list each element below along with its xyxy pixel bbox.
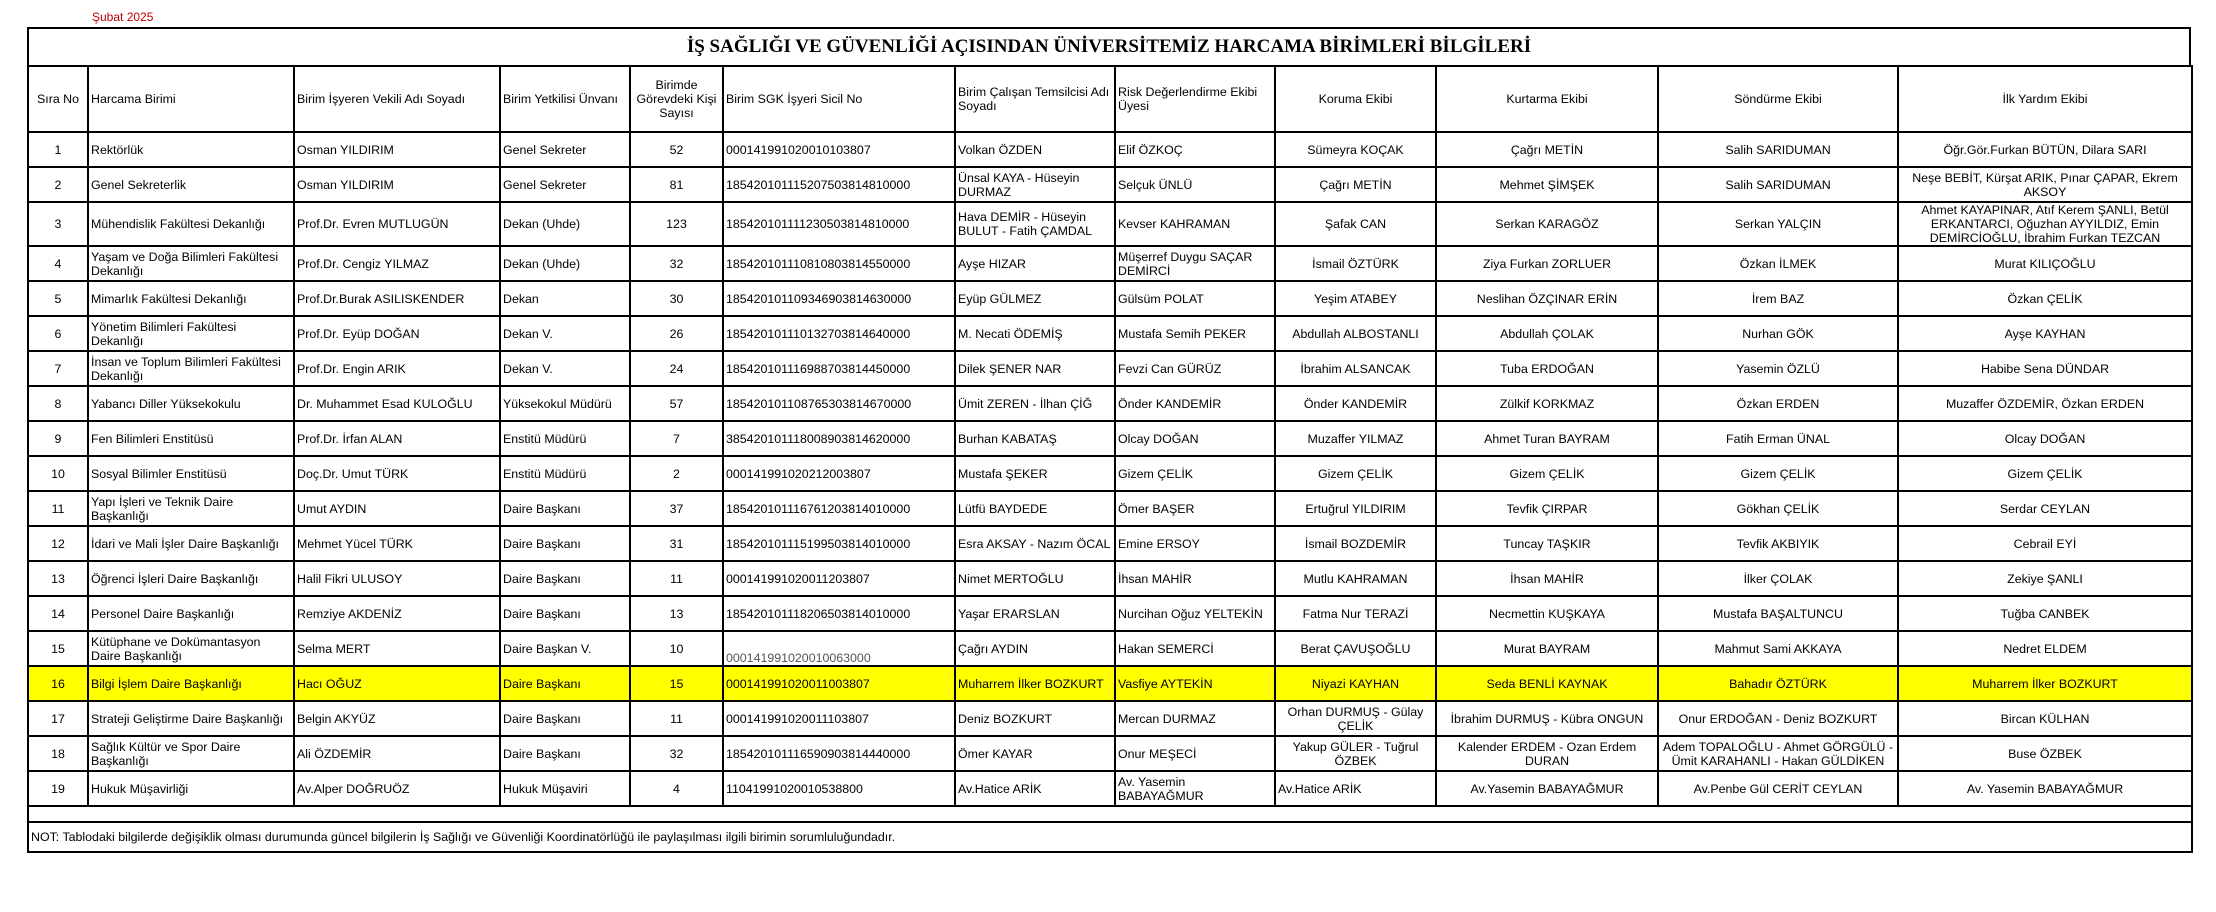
cell-sira: 12 bbox=[28, 526, 88, 561]
cell-sgk: 185420101110810803814550000 bbox=[723, 246, 955, 281]
cell-sondurme: Av.Penbe Gül CERİT CEYLAN bbox=[1658, 771, 1898, 806]
cell-sgk: 000141991020011203807 bbox=[723, 561, 955, 596]
cell-vekil: Osman YILDIRIM bbox=[294, 132, 500, 167]
cell-ilkyardim: Habibe Sena DÜNDAR bbox=[1898, 351, 2192, 386]
cell-sgk: 000141991020010103807 bbox=[723, 132, 955, 167]
cell-ilkyardim: Özkan ÇELİK bbox=[1898, 281, 2192, 316]
col-header-temsilci: Birim Çalışan Temsilcisi Adı Soyadı bbox=[955, 66, 1115, 132]
cell-sgk: 185420101108765303814670000 bbox=[723, 386, 955, 421]
cell-sondurme: Onur ERDOĞAN - Deniz BOZKURT bbox=[1658, 701, 1898, 736]
cell-sondurme: Salih SARIDUMAN bbox=[1658, 132, 1898, 167]
cell-vekil: Av.Alper DOĞRUÖZ bbox=[294, 771, 500, 806]
cell-kurtarma: Ahmet Turan BAYRAM bbox=[1436, 421, 1658, 456]
col-header-koruma: Koruma Ekibi bbox=[1275, 66, 1436, 132]
cell-sayi: 15 bbox=[630, 666, 723, 701]
table-row bbox=[28, 202, 2192, 246]
cell-unvan: Dekan V. bbox=[500, 316, 630, 351]
cell-temsilci: Ayşe HIZAR bbox=[955, 246, 1115, 281]
cell-sondurme: Salih SARIDUMAN bbox=[1658, 167, 1898, 202]
cell-kurtarma: Kalender ERDEM - Ozan Erdem DURAN bbox=[1436, 736, 1658, 771]
cell-temsilci: Hava DEMİR - Hüseyin BULUT - Fatih ÇAMDAL bbox=[955, 202, 1115, 246]
cell-sayi: 32 bbox=[630, 246, 723, 281]
cell-vekil: Halil Fikri ULUSOY bbox=[294, 561, 500, 596]
cell-risk: Hakan SEMERCİ bbox=[1115, 631, 1275, 666]
cell-vekil: Hacı OĞUZ bbox=[294, 666, 500, 701]
cell-vekil: Prof.Dr. Engin ARIK bbox=[294, 351, 500, 386]
cell-ilkyardim: Neşe BEBİT, Kürşat ARIK, Pınar ÇAPAR, Ekrem AKSOY bbox=[1898, 167, 2192, 202]
cell-sayi: 13 bbox=[630, 596, 723, 631]
table-row bbox=[28, 526, 2192, 561]
cell-sira: 5 bbox=[28, 281, 88, 316]
cell-birim: Yabancı Diller Yüksekokulu bbox=[88, 386, 294, 421]
cell-temsilci: Çağrı AYDIN bbox=[955, 631, 1115, 666]
cell-sgk: 185420101116590903814440000 bbox=[723, 736, 955, 771]
cell-sondurme: Gizem ÇELİK bbox=[1658, 456, 1898, 491]
cell-birim: Sosyal Bilimler Enstitüsü bbox=[88, 456, 294, 491]
cell-ilkyardim: Muzaffer ÖZDEMİR, Özkan ERDEN bbox=[1898, 386, 2192, 421]
cell-risk: Müşerref Duygu SAÇAR DEMİRCİ bbox=[1115, 246, 1275, 281]
cell-ilkyardim: Ayşe KAYHAN bbox=[1898, 316, 2192, 351]
cell-birim: Fen Bilimleri Enstitüsü bbox=[88, 421, 294, 456]
table-row bbox=[28, 631, 2192, 666]
table-row bbox=[28, 167, 2192, 202]
cell-sgk: 11041991020010538800 bbox=[723, 771, 955, 806]
header-row bbox=[28, 66, 2192, 132]
cell-sira: 8 bbox=[28, 386, 88, 421]
cell-ilkyardim: Buse ÖZBEK bbox=[1898, 736, 2192, 771]
cell-sondurme: Mahmut Sami AKKAYA bbox=[1658, 631, 1898, 666]
table-row bbox=[28, 701, 2192, 736]
cell-sondurme: İrem BAZ bbox=[1658, 281, 1898, 316]
cell-sira: 1 bbox=[28, 132, 88, 167]
cell-koruma: Yakup GÜLER - Tuğrul ÖZBEK bbox=[1275, 736, 1436, 771]
document-date: Şubat 2025 bbox=[92, 10, 154, 24]
cell-birim: Hukuk Müşavirliği bbox=[88, 771, 294, 806]
table-row bbox=[28, 132, 2192, 167]
cell-risk: Gizem ÇELİK bbox=[1115, 456, 1275, 491]
cell-ilkyardim: Murat KILIÇOĞLU bbox=[1898, 246, 2192, 281]
cell-vekil: Umut AYDIN bbox=[294, 491, 500, 526]
cell-koruma: Abdullah ALBOSTANLI bbox=[1275, 316, 1436, 351]
cell-sira: 6 bbox=[28, 316, 88, 351]
cell-vekil: Dr. Muhammet Esad KULOĞLU bbox=[294, 386, 500, 421]
cell-sayi: 7 bbox=[630, 421, 723, 456]
table-note: NOT: Tablodaki bilgilerde değişiklik olması durumunda güncel bilgilerin İş Sağlığı ve Güvenliği Koordinatörlüğü ile paylaşılması ilgili birimin sorumluluğundadır. bbox=[28, 822, 2192, 852]
cell-birim: Yönetim Bilimleri Fakültesi Dekanlığı bbox=[88, 316, 294, 351]
cell-unvan: Daire Başkanı bbox=[500, 666, 630, 701]
cell-ilkyardim: Muharrem İlker BOZKURT bbox=[1898, 666, 2192, 701]
cell-sayi: 24 bbox=[630, 351, 723, 386]
cell-temsilci: Eyüp GÜLMEZ bbox=[955, 281, 1115, 316]
spacer-cell bbox=[28, 806, 2192, 822]
cell-sondurme: Özkan ERDEN bbox=[1658, 386, 1898, 421]
cell-sayi: 32 bbox=[630, 736, 723, 771]
cell-vekil: Prof.Dr.Burak ASILISKENDER bbox=[294, 281, 500, 316]
cell-temsilci: Ünsal KAYA - Hüseyin DURMAZ bbox=[955, 167, 1115, 202]
cell-vekil: Prof.Dr. İrfan ALAN bbox=[294, 421, 500, 456]
cell-unvan: Yüksekokul Müdürü bbox=[500, 386, 630, 421]
cell-temsilci: Ömer KAYAR bbox=[955, 736, 1115, 771]
cell-kurtarma: Abdullah ÇOLAK bbox=[1436, 316, 1658, 351]
report-sheet bbox=[27, 27, 2191, 853]
cell-birim: Sağlık Kültür ve Spor Daire Başkanlığı bbox=[88, 736, 294, 771]
cell-sondurme: Nurhan GÖK bbox=[1658, 316, 1898, 351]
col-header-unvan: Birim Yetkilisi Ünvanı bbox=[500, 66, 630, 132]
cell-unvan: Dekan bbox=[500, 281, 630, 316]
cell-temsilci: Volkan ÖZDEN bbox=[955, 132, 1115, 167]
cell-sira: 15 bbox=[28, 631, 88, 666]
cell-koruma: Ertuğrul YILDIRIM bbox=[1275, 491, 1436, 526]
cell-unvan: Genel Sekreter bbox=[500, 132, 630, 167]
cell-unvan: Daire Başkanı bbox=[500, 491, 630, 526]
cell-unvan: Daire Başkanı bbox=[500, 561, 630, 596]
cell-kurtarma: Av.Yasemin BABAYAĞMUR bbox=[1436, 771, 1658, 806]
cell-ilkyardim: Cebrail EYİ bbox=[1898, 526, 2192, 561]
cell-sira: 18 bbox=[28, 736, 88, 771]
cell-vekil: Osman YILDIRIM bbox=[294, 167, 500, 202]
cell-temsilci: Burhan KABATAŞ bbox=[955, 421, 1115, 456]
col-header-sayi: Birimde Görevdeki Kişi Sayısı bbox=[630, 66, 723, 132]
cell-birim: Genel Sekreterlik bbox=[88, 167, 294, 202]
cell-koruma: Orhan DURMUŞ - Gülay ÇELİK bbox=[1275, 701, 1436, 736]
cell-sira: 3 bbox=[28, 202, 88, 246]
cell-unvan: Daire Başkanı bbox=[500, 701, 630, 736]
cell-temsilci: M. Necati ÖDEMİŞ bbox=[955, 316, 1115, 351]
cell-unvan: Enstitü Müdürü bbox=[500, 456, 630, 491]
cell-risk: Nurcihan Oğuz YELTEKİN bbox=[1115, 596, 1275, 631]
cell-sgk: 185420101109346903814630000 bbox=[723, 281, 955, 316]
cell-sondurme: Fatih Erman ÜNAL bbox=[1658, 421, 1898, 456]
report-title: İŞ SAĞLIĞI VE GÜVENLİĞİ AÇISINDAN ÜNİVERSİTEMİZ HARCAMA BİRİMLERİ BİLGİLERİ bbox=[27, 27, 2191, 65]
cell-risk: Vasfiye AYTEKİN bbox=[1115, 666, 1275, 701]
cell-birim: Mühendislik Fakültesi Dekanlığı bbox=[88, 202, 294, 246]
col-header-vekil: Birim İşyeren Vekili Adı Soyadı bbox=[294, 66, 500, 132]
cell-vekil: Doç.Dr. Umut TÜRK bbox=[294, 456, 500, 491]
cell-koruma: Fatma Nur TERAZİ bbox=[1275, 596, 1436, 631]
cell-temsilci: Dilek ŞENER NAR bbox=[955, 351, 1115, 386]
cell-koruma: Niyazi KAYHAN bbox=[1275, 666, 1436, 701]
table-row bbox=[28, 456, 2192, 491]
cell-birim: Kütüphane ve Dokümantasyon Daire Başkanlığı bbox=[88, 631, 294, 666]
cell-birim: Bilgi İşlem Daire Başkanlığı bbox=[88, 666, 294, 701]
cell-temsilci: Lütfü BAYDEDE bbox=[955, 491, 1115, 526]
cell-sgk: 185420101118206503814010000 bbox=[723, 596, 955, 631]
table-row bbox=[28, 561, 2192, 596]
col-header-sondurme: Söndürme Ekibi bbox=[1658, 66, 1898, 132]
cell-kurtarma: Necmettin KUŞKAYA bbox=[1436, 596, 1658, 631]
table-row bbox=[28, 281, 2192, 316]
cell-kurtarma: Ziya Furkan ZORLUER bbox=[1436, 246, 1658, 281]
col-header-kurtarma: Kurtarma Ekibi bbox=[1436, 66, 1658, 132]
cell-kurtarma: Serkan KARAGÖZ bbox=[1436, 202, 1658, 246]
cell-sgk: 185420101111230503814810000 bbox=[723, 202, 955, 246]
cell-risk: Ömer BAŞER bbox=[1115, 491, 1275, 526]
cell-unvan: Daire Başkan V. bbox=[500, 631, 630, 666]
cell-sgk: 000141991020212003807 bbox=[723, 456, 955, 491]
cell-ilkyardim: Bircan KÜLHAN bbox=[1898, 701, 2192, 736]
cell-unvan: Daire Başkanı bbox=[500, 736, 630, 771]
table-row bbox=[28, 491, 2192, 526]
cell-birim: Mimarlık Fakültesi Dekanlığı bbox=[88, 281, 294, 316]
cell-sgk: 185420101115207503814810000 bbox=[723, 167, 955, 202]
cell-koruma: Çağrı METİN bbox=[1275, 167, 1436, 202]
cell-temsilci: Muharrem İlker BOZKURT bbox=[955, 666, 1115, 701]
cell-koruma: Berat ÇAVUŞOĞLU bbox=[1275, 631, 1436, 666]
table-row bbox=[28, 421, 2192, 456]
cell-koruma: Önder KANDEMİR bbox=[1275, 386, 1436, 421]
cell-risk: Olcay DOĞAN bbox=[1115, 421, 1275, 456]
col-header-risk: Risk Değerlendirme Ekibi Üyesi bbox=[1115, 66, 1275, 132]
cell-risk: Elif ÖZKOÇ bbox=[1115, 132, 1275, 167]
cell-sira: 9 bbox=[28, 421, 88, 456]
table-row bbox=[28, 386, 2192, 421]
cell-sayi: 11 bbox=[630, 561, 723, 596]
cell-sondurme: Mustafa BAŞALTUNCU bbox=[1658, 596, 1898, 631]
cell-sondurme: Adem TOPALOĞLU - Ahmet GÖRGÜLÜ - Ümit KARAHANLI - Hakan GÜLDİKEN bbox=[1658, 736, 1898, 771]
cell-ilkyardim: Av. Yasemin BABAYAĞMUR bbox=[1898, 771, 2192, 806]
cell-sayi: 123 bbox=[630, 202, 723, 246]
cell-risk: Önder KANDEMİR bbox=[1115, 386, 1275, 421]
cell-ilkyardim: Nedret ELDEM bbox=[1898, 631, 2192, 666]
cell-koruma: Av.Hatice ARİK bbox=[1275, 771, 1436, 806]
cell-unvan: Dekan (Uhde) bbox=[500, 246, 630, 281]
cell-unvan: Dekan (Uhde) bbox=[500, 202, 630, 246]
cell-koruma: Yeşim ATABEY bbox=[1275, 281, 1436, 316]
cell-unvan: Dekan V. bbox=[500, 351, 630, 386]
cell-risk: Gülsüm POLAT bbox=[1115, 281, 1275, 316]
table-row bbox=[28, 316, 2192, 351]
cell-vekil: Mehmet Yücel TÜRK bbox=[294, 526, 500, 561]
cell-kurtarma: Tuncay TAŞKIR bbox=[1436, 526, 1658, 561]
cell-ilkyardim: Olcay DOĞAN bbox=[1898, 421, 2192, 456]
cell-sondurme: Bahadır ÖZTÜRK bbox=[1658, 666, 1898, 701]
col-header-sira: Sıra No bbox=[28, 66, 88, 132]
cell-unvan: Daire Başkanı bbox=[500, 526, 630, 561]
units-table bbox=[27, 65, 2193, 853]
cell-koruma: İbrahim ALSANCAK bbox=[1275, 351, 1436, 386]
cell-birim: İnsan ve Toplum Bilimleri Fakültesi Dekanlığı bbox=[88, 351, 294, 386]
cell-ilkyardim: Gizem ÇELİK bbox=[1898, 456, 2192, 491]
cell-birim: Yaşam ve Doğa Bilimleri Fakültesi Dekanlığı bbox=[88, 246, 294, 281]
cell-sira: 7 bbox=[28, 351, 88, 386]
cell-koruma: Şafak CAN bbox=[1275, 202, 1436, 246]
cell-sira: 19 bbox=[28, 771, 88, 806]
cell-kurtarma: Mehmet ŞİMŞEK bbox=[1436, 167, 1658, 202]
cell-sgk: 000141991020011103807 bbox=[723, 701, 955, 736]
cell-sira: 14 bbox=[28, 596, 88, 631]
cell-risk: Onur MEŞECİ bbox=[1115, 736, 1275, 771]
cell-temsilci: Av.Hatice ARİK bbox=[955, 771, 1115, 806]
cell-sondurme: Serkan YALÇIN bbox=[1658, 202, 1898, 246]
cell-sira: 4 bbox=[28, 246, 88, 281]
cell-sayi: 52 bbox=[630, 132, 723, 167]
cell-risk: Kevser KAHRAMAN bbox=[1115, 202, 1275, 246]
cell-sayi: 4 bbox=[630, 771, 723, 806]
cell-koruma: Muzaffer YILMAZ bbox=[1275, 421, 1436, 456]
table-row bbox=[28, 736, 2192, 771]
cell-temsilci: Esra AKSAY - Nazım ÖCAL bbox=[955, 526, 1115, 561]
cell-sondurme: Gökhan ÇELİK bbox=[1658, 491, 1898, 526]
cell-sgk: 185420101116988703814450000 bbox=[723, 351, 955, 386]
cell-risk: Fevzi Can GÜRÜZ bbox=[1115, 351, 1275, 386]
col-header-ilkyardim: İlk Yardım Ekibi bbox=[1898, 66, 2192, 132]
cell-sira: 11 bbox=[28, 491, 88, 526]
cell-koruma: Gizem ÇELİK bbox=[1275, 456, 1436, 491]
cell-sondurme: Tevfik AKBIYIK bbox=[1658, 526, 1898, 561]
cell-koruma: İsmail ÖZTÜRK bbox=[1275, 246, 1436, 281]
cell-temsilci: Mustafa ŞEKER bbox=[955, 456, 1115, 491]
cell-sgk: 185420101110132703814640000 bbox=[723, 316, 955, 351]
cell-temsilci: Deniz BOZKURT bbox=[955, 701, 1115, 736]
cell-sira: 13 bbox=[28, 561, 88, 596]
cell-sira: 16 bbox=[28, 666, 88, 701]
cell-sayi: 30 bbox=[630, 281, 723, 316]
cell-sayi: 26 bbox=[630, 316, 723, 351]
cell-birim: Rektörlük bbox=[88, 132, 294, 167]
cell-kurtarma: İhsan MAHİR bbox=[1436, 561, 1658, 596]
cell-sayi: 37 bbox=[630, 491, 723, 526]
cell-birim: Öğrenci İşleri Daire Başkanlığı bbox=[88, 561, 294, 596]
cell-kurtarma: Neslihan ÖZÇINAR ERİN bbox=[1436, 281, 1658, 316]
cell-koruma: Mutlu KAHRAMAN bbox=[1275, 561, 1436, 596]
cell-vekil: Belgin AKYÜZ bbox=[294, 701, 500, 736]
cell-sira: 2 bbox=[28, 167, 88, 202]
cell-sgk bbox=[723, 631, 955, 666]
cell-sondurme: Yasemin ÖZLÜ bbox=[1658, 351, 1898, 386]
cell-unvan: Hukuk Müşaviri bbox=[500, 771, 630, 806]
cell-kurtarma: Zülkif KORKMAZ bbox=[1436, 386, 1658, 421]
cell-sayi: 11 bbox=[630, 701, 723, 736]
cell-vekil: Remziye AKDENİZ bbox=[294, 596, 500, 631]
cell-vekil: Selma MERT bbox=[294, 631, 500, 666]
table-row-highlighted bbox=[28, 666, 2192, 701]
cell-unvan: Genel Sekreter bbox=[500, 167, 630, 202]
cell-vekil: Prof.Dr. Cengiz YILMAZ bbox=[294, 246, 500, 281]
cell-birim: Personel Daire Başkanlığı bbox=[88, 596, 294, 631]
cell-vekil: Ali ÖZDEMİR bbox=[294, 736, 500, 771]
note-row bbox=[28, 822, 2192, 852]
cell-sayi: 57 bbox=[630, 386, 723, 421]
cell-sira: 17 bbox=[28, 701, 88, 736]
cell-sgk-value: 000141991020010063000 bbox=[726, 650, 871, 665]
cell-sondurme: İlker ÇOLAK bbox=[1658, 561, 1898, 596]
cell-ilkyardim: Zekiye ŞANLI bbox=[1898, 561, 2192, 596]
cell-risk: İhsan MAHİR bbox=[1115, 561, 1275, 596]
cell-sayi: 2 bbox=[630, 456, 723, 491]
cell-unvan: Enstitü Müdürü bbox=[500, 421, 630, 456]
cell-risk: Emine ERSOY bbox=[1115, 526, 1275, 561]
cell-sayi: 81 bbox=[630, 167, 723, 202]
cell-risk: Mustafa Semih PEKER bbox=[1115, 316, 1275, 351]
cell-birim: İdari ve Mali İşler Daire Başkanlığı bbox=[88, 526, 294, 561]
cell-temsilci: Yaşar ERARSLAN bbox=[955, 596, 1115, 631]
cell-sgk: 185420101115199503814010000 bbox=[723, 526, 955, 561]
table-row bbox=[28, 351, 2192, 386]
table-row bbox=[28, 596, 2192, 631]
cell-koruma: İsmail BOZDEMİR bbox=[1275, 526, 1436, 561]
cell-sayi: 31 bbox=[630, 526, 723, 561]
cell-ilkyardim: Ahmet KAYAPINAR, Atıf Kerem ŞANLI, Betül ERKANTARCI, Oğuzhan AYYILDIZ, Emin DEMİRCİOĞLU, İbrahim Furkan TEZCAN bbox=[1898, 202, 2192, 246]
cell-temsilci: Nimet MERTOĞLU bbox=[955, 561, 1115, 596]
col-header-sgk: Birim SGK İşyeri Sicil No bbox=[723, 66, 955, 132]
cell-kurtarma: Gizem ÇELİK bbox=[1436, 456, 1658, 491]
cell-sondurme: Özkan İLMEK bbox=[1658, 246, 1898, 281]
cell-risk: Mercan DURMAZ bbox=[1115, 701, 1275, 736]
table-row bbox=[28, 246, 2192, 281]
cell-risk: Selçuk ÜNLÜ bbox=[1115, 167, 1275, 202]
cell-kurtarma: Tevfik ÇIRPAR bbox=[1436, 491, 1658, 526]
col-header-birim: Harcama Birimi bbox=[88, 66, 294, 132]
cell-kurtarma: Seda BENLİ KAYNAK bbox=[1436, 666, 1658, 701]
spacer-row bbox=[28, 806, 2192, 822]
cell-ilkyardim: Serdar CEYLAN bbox=[1898, 491, 2192, 526]
cell-sayi: 10 bbox=[630, 631, 723, 666]
cell-sgk: 000141991020011003807 bbox=[723, 666, 955, 701]
cell-kurtarma: İbrahim DURMUŞ - Kübra ONGUN bbox=[1436, 701, 1658, 736]
cell-vekil: Prof.Dr. Evren MUTLUGÜN bbox=[294, 202, 500, 246]
cell-vekil: Prof.Dr. Eyüp DOĞAN bbox=[294, 316, 500, 351]
table-row bbox=[28, 771, 2192, 806]
cell-birim: Yapı İşleri ve Teknik Daire Başkanlığı bbox=[88, 491, 294, 526]
cell-sgk: 185420101116761203814010000 bbox=[723, 491, 955, 526]
cell-kurtarma: Çağrı METİN bbox=[1436, 132, 1658, 167]
cell-birim: Strateji Geliştirme Daire Başkanlığı bbox=[88, 701, 294, 736]
cell-kurtarma: Tuba ERDOĞAN bbox=[1436, 351, 1658, 386]
cell-sira: 10 bbox=[28, 456, 88, 491]
cell-koruma: Sümeyra KOÇAK bbox=[1275, 132, 1436, 167]
cell-kurtarma: Murat BAYRAM bbox=[1436, 631, 1658, 666]
cell-ilkyardim: Tuğba CANBEK bbox=[1898, 596, 2192, 631]
cell-sgk: 385420101118008903814620000 bbox=[723, 421, 955, 456]
cell-temsilci: Ümit ZEREN - İlhan ÇİĞ bbox=[955, 386, 1115, 421]
cell-risk: Av. Yasemin BABAYAĞMUR bbox=[1115, 771, 1275, 806]
cell-unvan: Daire Başkanı bbox=[500, 596, 630, 631]
cell-ilkyardim: Öğr.Gör.Furkan BÜTÜN, Dilara SARI bbox=[1898, 132, 2192, 167]
